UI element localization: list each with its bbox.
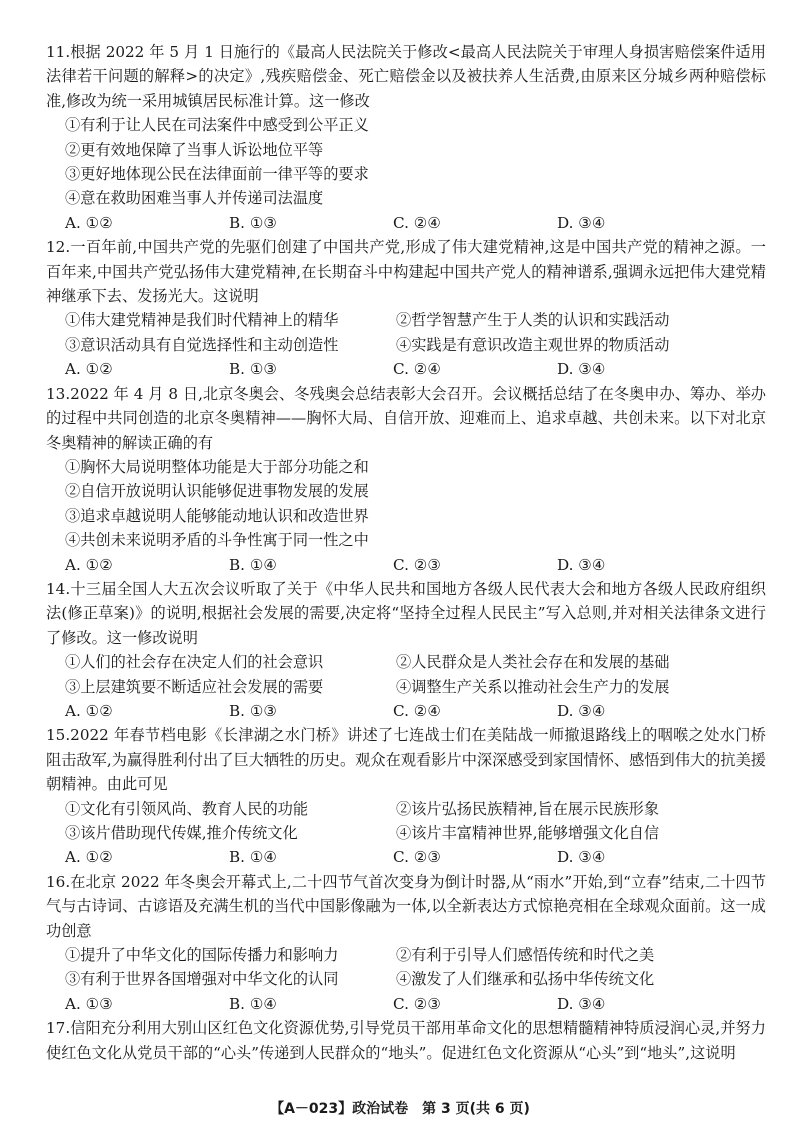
option-row <box>46 308 766 332</box>
answer-c: C. ②③ <box>393 994 441 1013</box>
answer-c: C. ②④ <box>393 360 441 379</box>
option: ②更有效地保障了当事人诉讼地位平等 <box>65 140 324 159</box>
answer-d: D. ③④ <box>557 701 606 720</box>
answer-c: C. ②④ <box>393 701 441 720</box>
option: ②人民群众是人类社会存在和发展的基础 <box>396 653 670 672</box>
option-row <box>46 333 766 357</box>
option: ①提升了中华文化的国际传播力和影响力 <box>65 946 339 965</box>
option: ④该片丰富精神世界,能够增强文化自信 <box>396 824 660 842</box>
option: ①伟大建党精神是我们时代精神上的精华 <box>65 311 339 330</box>
answer-d: D. ③④ <box>557 994 606 1013</box>
option: ③有利于世界各国增强对中华文化的认同 <box>65 970 339 989</box>
question-stem: 14.十三届全国人大五次会议听取了关于《中华人民共和国地方各级人民代表大会和地方各级人民政府组织法(修正草案)》的说明,根据社会发展的需要,决定将“坚持全过程人民民主”写入总则,并对相关法律条文进行了修改。这一修改说明 <box>46 579 766 647</box>
option: ③更好地体现公民在法律面前一律平等的要求 <box>65 165 369 184</box>
question-stem: 17.信阳充分利用大别山区红色文化资源优势,引导党员干部用革命文化的思想精髓精神特质浸润心灵,并努力使红色文化从党员干部的“心头”传递到人民群众的“地头”。促进红色文化资源从“心头”到“地头”,这说明 <box>46 1019 766 1062</box>
option-row <box>46 650 766 674</box>
page-footer: 【A－023】政治试卷 第 3 页(共 6 页) <box>270 1101 530 1117</box>
answer-choices <box>46 992 766 1016</box>
question-16 <box>46 870 766 1016</box>
answer-d: D. ③④ <box>557 360 606 379</box>
option: ③上层建筑要不断适应社会发展的需要 <box>65 677 324 696</box>
answer-b: B. ①③ <box>229 360 278 379</box>
question-14 <box>46 577 766 723</box>
answer-d: D. ③④ <box>557 555 606 574</box>
option: ③该片借助现代传媒,推介传统文化 <box>65 824 298 842</box>
question-13 <box>46 382 766 577</box>
option: ②有利于引导人们感悟传统和时代之美 <box>396 946 655 965</box>
option-row <box>46 967 766 991</box>
answer-c: C. ②④ <box>393 213 441 232</box>
question-12 <box>46 235 766 381</box>
option: ①文化有引领风尚、教育人民的功能 <box>65 799 308 818</box>
question-stem: 13.2022 年 4 月 8 日,北京冬奥会、冬残奥会总结表彰大会召开。会议概括总结了在冬奥申办、筹办、举办的过程中共同创造的北京冬奥精神——胸怀大局、自信开放、迎难而上、追求卓越、共创未来。以下对北京冬奥精神的解读正确的有 <box>46 384 766 452</box>
answer-c: C. ②③ <box>393 555 441 574</box>
answer-b: B. ①③ <box>229 213 278 232</box>
option-row <box>46 675 766 699</box>
answer-c: C. ②③ <box>393 848 441 867</box>
answer-b: B. ①④ <box>229 848 278 867</box>
question-list <box>46 40 766 1065</box>
option: ④激发了人们继承和弘扬中华传统文化 <box>396 970 655 989</box>
option: ①人们的社会存在决定人们的社会意识 <box>65 653 324 672</box>
answer-a: A. ①② <box>65 555 113 574</box>
option: ④意在救助困难当事人并传递司法温度 <box>65 189 324 208</box>
answer-a: A. ①② <box>65 848 113 867</box>
answer-a: A. ①② <box>65 213 113 232</box>
answer-choices <box>46 699 766 723</box>
answer-b: B. ①③ <box>229 701 278 720</box>
answer-d: D. ③④ <box>557 213 606 232</box>
option: ①胸怀大局说明整体功能是大于部分功能之和 <box>65 457 369 476</box>
question-stem: 15.2022 年春节档电影《长津湖之水门桥》讲述了七连战士们在美陆战一师撤退路线上的咽喉之处水门桥阻击敌军,为赢得胜利付出了巨大牺牲的历史。观众在观看影片中深深感受到家国情怀、感悟到伟大的抗美援朝精神。由此可见 <box>46 726 766 794</box>
option-row <box>46 943 766 967</box>
question-stem: 16.在北京 2022 年冬奥会开幕式上,二十四节气首次变身为倒计时器,从“雨水”开始,到“立春”结束,二十四节气与古诗词、古谚语及充满生机的当代中国影像融为一体,以全新表达方式惊艳亮相在全球观众面前。这一成功创意 <box>46 872 766 940</box>
question-stem: 11.根据 2022 年 5 月 1 日施行的《最高人民法院关于修改<最高人民法院关于审理人身损害赔偿案件适用法律若干问题的解释>的决定》,残疾赔偿金、死亡赔偿金以及被扶养人生活费,由原来区分城乡两种赔偿标准,修改为统一采用城镇居民标准计算。这一修改 <box>46 43 766 110</box>
question-15 <box>46 723 766 869</box>
answer-choices <box>46 357 766 381</box>
answer-a: A. ①③ <box>65 994 113 1013</box>
question-11 <box>46 40 766 235</box>
answer-b: B. ①④ <box>229 994 278 1013</box>
answer-b: B. ①④ <box>229 555 278 574</box>
answer-choices <box>46 211 766 235</box>
answer-a: A. ①② <box>65 360 113 379</box>
option: ②自信开放说明认识能够促进事物发展的发展 <box>65 482 369 501</box>
option: ④实践是有意识改造主观世界的物质活动 <box>396 335 670 354</box>
option: ④共创未来说明矛盾的斗争性寓于同一性之中 <box>65 531 369 550</box>
option: ②该片弘扬民族精神,旨在展示民族形象 <box>396 799 660 818</box>
answer-a: A. ①② <box>65 701 113 720</box>
answer-choices <box>46 845 766 869</box>
answer-d: D. ③④ <box>557 848 606 867</box>
option: ①有利于让人民在司法案件中感受到公平正义 <box>65 116 369 135</box>
option-row <box>46 821 766 845</box>
option-row <box>46 797 766 821</box>
option: ④调整生产关系以推动社会生产力的发展 <box>396 677 670 696</box>
answer-choices <box>46 553 766 577</box>
question-stem: 12.一百年前,中国共产党的先驱们创建了中国共产党,形成了伟大建党精神,这是中国共产党的精神之源。一百年来,中国共产党弘扬伟大建党精神,在长期奋斗中构建起中国共产党人的精神谱系,强调永远把伟大建党精神继承下去、发扬光大。这说明 <box>46 238 766 306</box>
question-17 <box>46 1016 766 1065</box>
option: ③追求卓越说明人能够能动地认识和改造世界 <box>65 506 369 525</box>
option: ③意识活动具有自觉选择性和主动创造性 <box>65 335 339 354</box>
option: ②哲学智慧产生于人类的认识和实践活动 <box>396 311 670 330</box>
